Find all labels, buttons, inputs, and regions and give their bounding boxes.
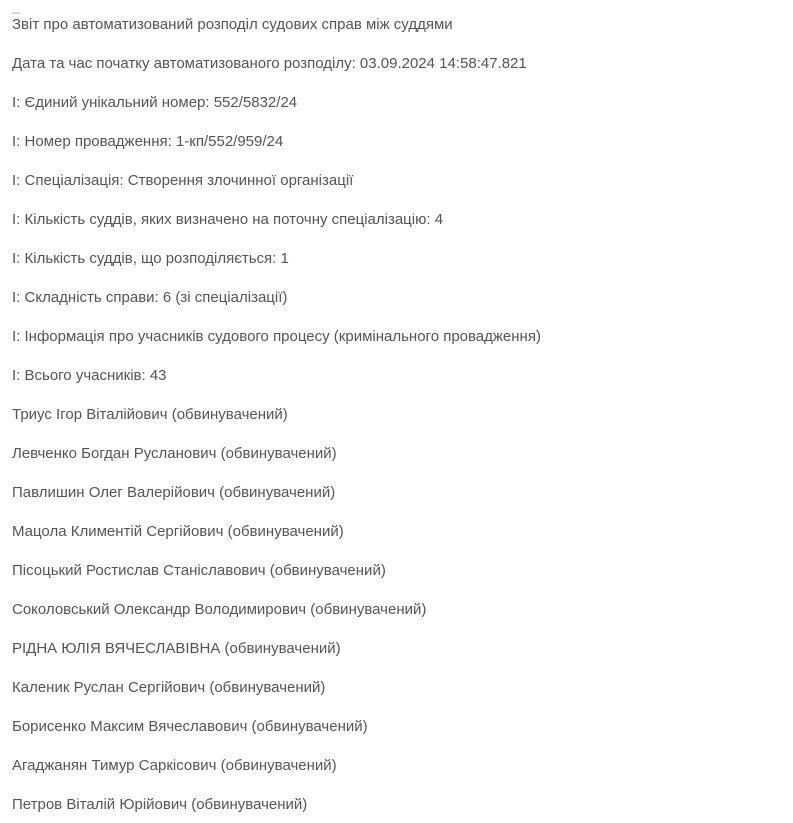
case-complexity: І: Складність справи: 6 (зі спеціалізації) xyxy=(12,289,288,306)
proceeding-number: І: Номер провадження: 1-кп/552/959/24 xyxy=(12,133,284,150)
specialization: І: Спеціалізація: Створення злочинної організації xyxy=(12,172,354,189)
judges-count-distributed: І: Кількість суддів, що розподіляється: 1 xyxy=(12,250,289,267)
participant-line: Агаджанян Тимур Саркісович (обвинувачений) xyxy=(12,757,337,774)
participant-line: Мацола Климентій Сергійович (обвинувачений) xyxy=(12,523,344,540)
participant-line: Каленик Руслан Сергійович (обвинувачений) xyxy=(12,679,326,696)
participant-line: Пісоцький Ростислав Станіславович (обвинувачений) xyxy=(12,562,386,579)
total-participants: І: Всього учасників: 43 xyxy=(12,367,167,384)
participant-line: Соколовський Олександр Володимирович (обвинувачений) xyxy=(12,601,427,618)
judges-count-for-specialization: І: Кількість суддів, яких визначено на поточну спеціалізацію: 4 xyxy=(12,211,444,228)
participant-line: Павлишин Олег Валерійович (обвинувачений) xyxy=(12,484,336,501)
participant-line: Борисенко Максим Вячеславович (обвинувачений) xyxy=(12,718,368,735)
participant-line: Петров Віталій Юрійович (обвинувачений) xyxy=(12,796,308,813)
participant-line: Триус Ігор Віталійович (обвинувачений) xyxy=(12,406,288,423)
report-title: Звіт про автоматизований розподіл судових справ між суддями xyxy=(12,16,453,33)
participant-line: РІДНА ЮЛІЯ ВЯЧЕСЛАВІВНА (обвинувачений) xyxy=(12,640,341,657)
distribution-start-datetime: Дата та час початку автоматизованого розподілу: 03.09.2024 14:58:47.821 xyxy=(12,55,527,72)
stray-mark xyxy=(12,12,20,14)
unique-case-number: І: Єдиний унікальний номер: 552/5832/24 xyxy=(12,94,298,111)
participant-line: Левченко Богдан Русланович (обвинувачений) xyxy=(12,445,337,462)
participants-info-header: І: Інформація про учасників судового процесу (кримінального провадження) xyxy=(12,328,541,345)
